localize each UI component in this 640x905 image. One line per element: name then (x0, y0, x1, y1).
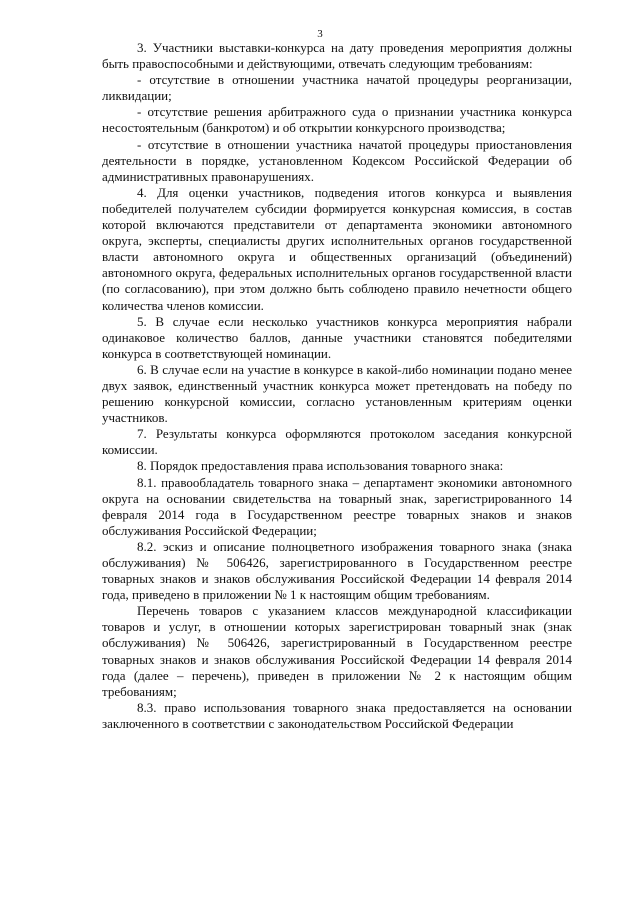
paragraph-goods-list: Перечень товаров с указанием классов международной классификации товаров и услуг, в отношении которых зарегистрирован товарный знак (знак обслуживания) № 506426, зарегистрированный в Государственном реестре товарных знаков и знаков обслуживания Российской Федерации 14 февраля 2014 года (далее – перечень), приведен в приложении № 2 к настоящим общим требованиям; (102, 603, 572, 699)
paragraph-5: 5. В случае если несколько участников конкурса мероприятия набрали одинаковое количество баллов, данные участники становятся победителями конкурса в соответствующей номинации. (102, 313, 572, 361)
paragraph-3-item-suspension: - отсутствие в отношении участника начатой процедуры приостановления деятельности в порядке, установленном Кодексом Российской Федерации об административных правонарушениях. (102, 136, 572, 184)
paragraph-7: 7. Результаты конкурса оформляются протоколом заседания конкурсной комиссии. (102, 426, 572, 458)
paragraph-3-item-reorganization: - отсутствие в отношении участника начатой процедуры реорганизации, ликвидации; (102, 72, 572, 104)
paragraph-8-3: 8.3. право использования товарного знака предоставляется на основании заключенного в соответствии с законодательством Российской Федерации (102, 699, 572, 731)
paragraph-4: 4. Для оценки участников, подведения итогов конкурса и выявления победителей получателем субсидии формируется конкурсная комиссия, в состав которой включаются представители от департамента экономики автономного округа, эксперты, специалисты других исполнительных органов государственной власти автономного округа и общественных организаций (объединений) автономного округа, федеральных исполнительных органов государственной власти (по согласованию), при этом должно быть соблюдено правило нечетности общего количества членов комиссии. (102, 184, 572, 313)
paragraph-3: 3. Участники выставки-конкурса на дату проведения мероприятия должны быть правоспособными и действующими, отвечать следующим требованиям: (102, 40, 572, 72)
page-number: 3 (317, 28, 323, 40)
paragraph-8-2: 8.2. эскиз и описание полноцветного изображения товарного знака (знака обслуживания) № 506426, зарегистрированного в Государственном реестре товарных знаков и знаков обслуживания Российской Федерации 14 февраля 2014 года, приведено в приложении № 1 к настоящим общим требованиям. (102, 538, 572, 603)
paragraph-8-1: 8.1. правообладатель товарного знака – департамент экономики автономного округа на основании свидетельства на товарный знак, зарегистрированного 14 февраля 2014 года в Государственном реестре товарных знаков и знаков обслуживания Российской Федерации; (102, 474, 572, 538)
paragraph-8: 8. Порядок предоставления права использования товарного знака: (137, 458, 504, 474)
paragraph-3-item-bankruptcy: - отсутствие решения арбитражного суда о признании участника конкурса несостоятельным (банкротом) и об открытии конкурсного производства; (102, 104, 572, 136)
paragraph-6: 6. В случае если на участие в конкурсе в какой-либо номинации подано менее двух заявок, единственный участник конкурса может претендовать на победу по решению конкурсной комиссии, согласно установленным критериям оценки участников. (102, 361, 572, 426)
document-body (102, 40, 572, 732)
